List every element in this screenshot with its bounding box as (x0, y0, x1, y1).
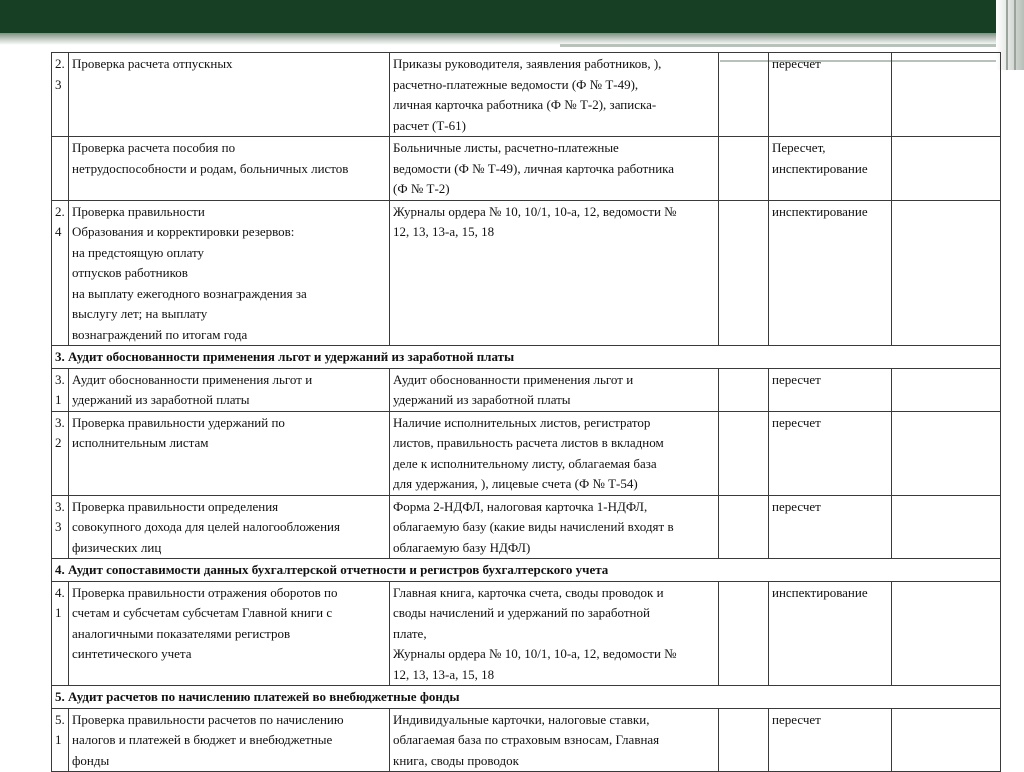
table-row (52, 53, 1001, 137)
empty-cell (719, 200, 769, 346)
decorative-vline (1014, 0, 1016, 70)
procedure-cell: Проверка расчета пособия по нетрудоспособности и родам, больничных листов (69, 137, 390, 201)
sources-cell: Индивидуальные карточки, налоговые ставки, облагаемая база по страховым взносам, Главная книга, своды проводок (390, 708, 719, 772)
method-cell: пересчет (769, 53, 892, 137)
sources-cell: Журналы ордера № 10, 10/1, 10-а, 12, ведомости № 12, 13, 13-а, 15, 18 (390, 200, 719, 346)
procedure-cell: Проверка правильности расчетов по начислению налогов и платежей в бюджет и внебюджетные фонды (69, 708, 390, 772)
procedure-cell: Проверка правильности Образования и корректировки резервов: на предстоящую оплату отпусков работников на выплату ежегодного вознаграждения за выслугу лет; на выплату вознаграждений по итогам года (69, 200, 390, 346)
section-heading: 3. Аудит обоснованности применения льгот и удержаний из заработной платы (52, 346, 1001, 369)
procedure-cell: Проверка правильности удержаний по исполнительным листам (69, 411, 390, 495)
empty-cell (719, 53, 769, 137)
method-cell: пересчет (769, 411, 892, 495)
table-row (52, 200, 1001, 346)
sources-cell: Аудит обоснованности применения льгот и удержаний из заработной платы (390, 368, 719, 411)
row-number: 2. 4 (52, 200, 69, 346)
table-row (52, 137, 1001, 201)
audit-plan-table (51, 52, 1001, 772)
procedure-cell: Проверка расчета отпускных (69, 53, 390, 137)
empty-cell (719, 137, 769, 201)
procedure-cell: Проверка правильности определения совокупного дохода для целей налогообложения физических лиц (69, 495, 390, 559)
method-cell: пересчет (769, 368, 892, 411)
empty-cell (892, 368, 1001, 411)
empty-cell (892, 200, 1001, 346)
empty-cell (719, 581, 769, 686)
empty-cell (892, 137, 1001, 201)
row-number: 3. 2 (52, 411, 69, 495)
empty-cell (719, 495, 769, 559)
method-cell: инспектирование (769, 200, 892, 346)
empty-cell (719, 708, 769, 772)
table-row (52, 368, 1001, 411)
sources-cell: Главная книга, карточка счета, своды проводок и своды начислений и удержаний по заработной плате, Журналы ордера № 10, 10/1, 10-а, 12, ведомости № 12, 13, 13-а, 15, 18 (390, 581, 719, 686)
sources-cell: Форма 2-НДФЛ, налоговая карточка 1-НДФЛ, облагаемую базу (какие виды начислений входят в облагаемую базу НДФЛ) (390, 495, 719, 559)
method-cell: Пересчет, инспектирование (769, 137, 892, 201)
procedure-cell: Проверка правильности отражения оборотов по счетам и субсчетам субсчетам Главной книги с аналогичными показателями регистров синтетического учета (69, 581, 390, 686)
empty-cell (892, 708, 1001, 772)
row-number: 3. 3 (52, 495, 69, 559)
row-number (52, 137, 69, 201)
decorative-vline (1006, 0, 1008, 70)
empty-cell (719, 368, 769, 411)
table-row (52, 411, 1001, 495)
empty-cell (892, 581, 1001, 686)
decorative-line (560, 44, 1000, 47)
row-number: 5. 1 (52, 708, 69, 772)
row-number: 3. 1 (52, 368, 69, 411)
table-row (52, 495, 1001, 559)
procedure-cell: Аудит обоснованности применения льгот и удержаний из заработной платы (69, 368, 390, 411)
empty-cell (892, 411, 1001, 495)
section-heading-row (52, 686, 1001, 709)
sources-cell: Больничные листы, расчетно-платежные ведомости (Ф № Т-49), личная карточка работника (Ф № Т-2) (390, 137, 719, 201)
slide-header-bar (0, 0, 1024, 33)
section-heading-row (52, 346, 1001, 369)
section-heading-row (52, 559, 1001, 582)
sources-cell: Приказы руководителя, заявления работников, ), расчетно-платежные ведомости (Ф № Т-49), личная карточка работника (Ф № Т-2), записка- расчет (Т-61) (390, 53, 719, 137)
row-number: 4. 1 (52, 581, 69, 686)
row-number: 2. 3 (52, 53, 69, 137)
method-cell: инспектирование (769, 581, 892, 686)
method-cell: пересчет (769, 708, 892, 772)
empty-cell (892, 53, 1001, 137)
table-row (52, 708, 1001, 772)
empty-cell (892, 495, 1001, 559)
section-heading: 4. Аудит сопоставимости данных бухгалтерской отчетности и регистров бухгалтерского учета (52, 559, 1001, 582)
method-cell: пересчет (769, 495, 892, 559)
section-heading: 5. Аудит расчетов по начислению платежей во внебюджетные фонды (52, 686, 1001, 709)
empty-cell (719, 411, 769, 495)
sources-cell: Наличие исполнительных листов, регистратор листов, правильность расчета листов в вкладном деле к исполнительному листу, облагаемая база для удержания, ), лицевые счета (Ф № Т-54) (390, 411, 719, 495)
table-row (52, 581, 1001, 686)
